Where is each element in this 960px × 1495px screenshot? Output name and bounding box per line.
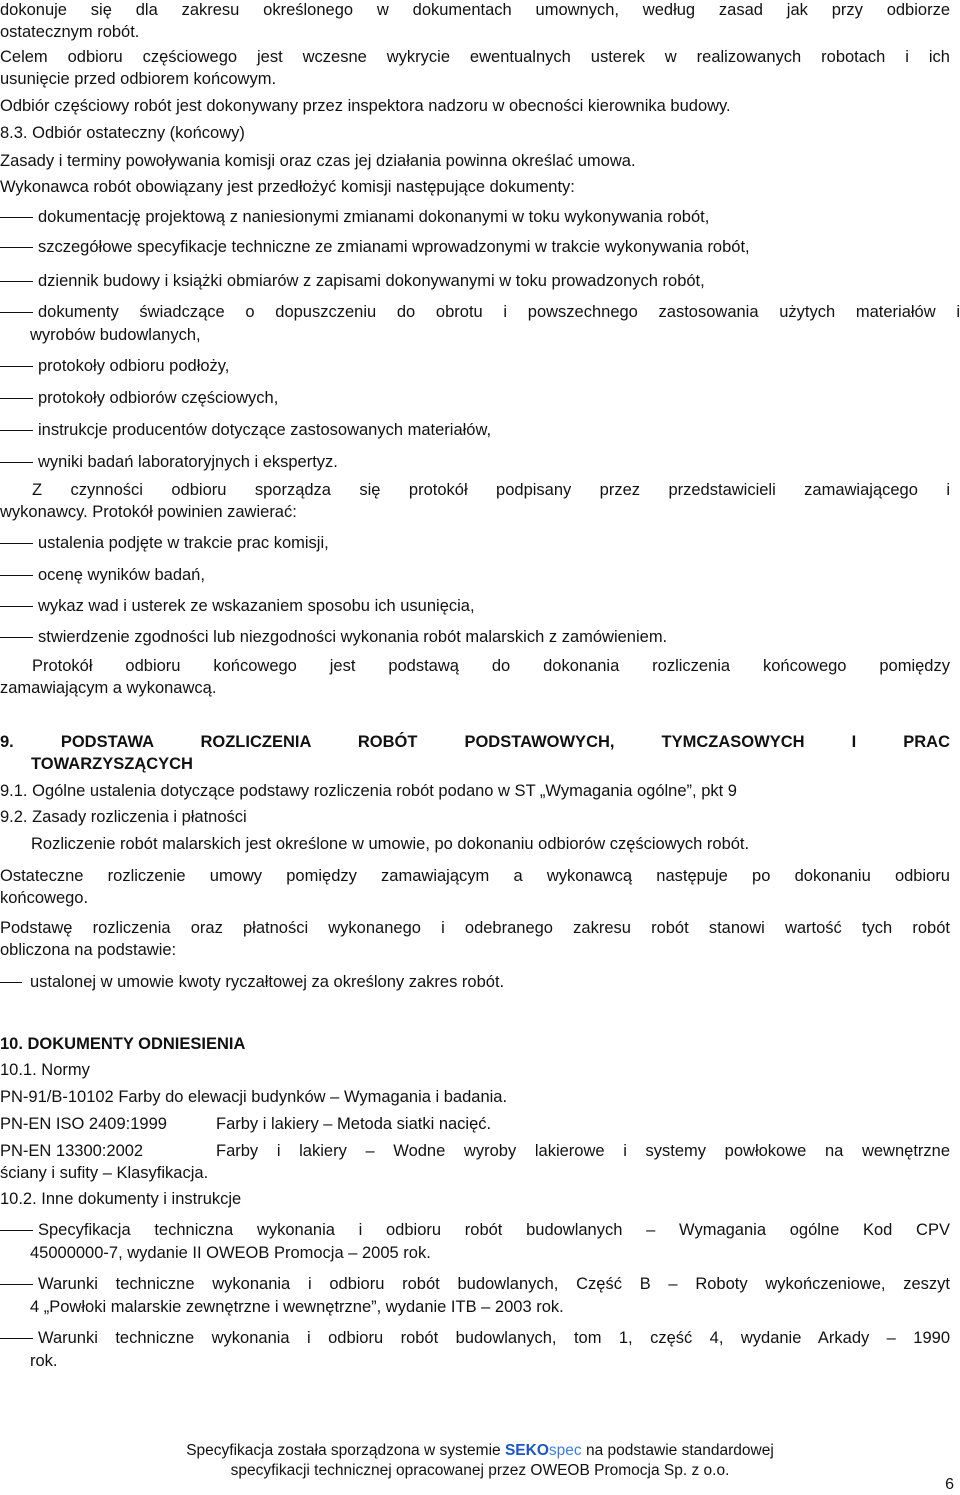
- intro-line: usunięcie przed odbiorem końcowym.: [0, 70, 277, 88]
- paragraph: Z czynności odbioru sporządza się protokół podpisany przez przedstawicieli zamawiającego i: [32, 481, 950, 499]
- norm-entry: PN-EN 13300:2002 Farby i lakiery – Wodne wyroby lakierowe i systemy powłokowe na wewnętrzne: [0, 1142, 950, 1160]
- dash-bullet: [0, 430, 33, 431]
- dash-bullet: [0, 982, 22, 983]
- dash-bullet: [0, 1230, 33, 1231]
- subsection-heading: 10.1. Normy: [0, 1061, 90, 1079]
- list-item-continuation: 4 „Powłoki malarskie zewnętrzne i wewnętrzne”, wydanie ITB – 2003 rok.: [30, 1298, 564, 1316]
- paragraph: Wykonawca robót obowiązany jest przedłożyć komisji następujące dokumenty:: [0, 178, 575, 196]
- paragraph: wykonawcy. Protokół powinien zawierać:: [0, 503, 297, 521]
- dash-bullet: [0, 637, 33, 638]
- page-number: 6: [945, 1476, 954, 1493]
- paragraph: Zasady i terminy powoływania komisji oraz czas jej działania powinna określać umowa.: [0, 152, 636, 170]
- list-item: wyniki badań laboratoryjnych i ekspertyz.: [0, 452, 960, 472]
- paragraph: Rozliczenie robót malarskich jest określone w umowie, po dokonaniu odbiorów częściowych robót.: [31, 835, 750, 853]
- list-item: dokumentację projektową z naniesionymi zmianami dokonanymi w toku wykonywania robót,: [0, 207, 960, 227]
- list-item: ustalonej w umowie kwoty ryczałtowej za określony zakres robót.: [0, 972, 960, 992]
- list-item: dziennik budowy i książki obmiarów z zapisami dokonywanymi w toku prowadzonych robót,: [0, 271, 960, 291]
- intro-line: Celem odbioru częściowego jest wczesne wykrycie ewentualnych usterek w realizowanych robotach i ich: [0, 48, 950, 66]
- section-heading-10: 10. DOKUMENTY ODNIESIENIA: [0, 1035, 246, 1053]
- list-item: instrukcje producentów dotyczące zastosowanych materiałów,: [0, 420, 960, 440]
- dash-bullet: [0, 1338, 33, 1339]
- paragraph: zamawiającym a wykonawcą.: [0, 679, 217, 697]
- dash-bullet: [0, 281, 33, 282]
- dash-bullet: [0, 312, 33, 313]
- dash-bullet: [0, 366, 33, 367]
- list-item: wykaz wad i usterek ze wskazaniem sposobu ich usunięcia,: [0, 596, 960, 616]
- list-item: protokoły odbioru podłoży,: [0, 356, 960, 376]
- dash-bullet: [0, 606, 33, 607]
- footer-line: specyfikacji technicznej opracowanej przez OWEOB Promocja Sp. z o.o.: [230, 1462, 730, 1479]
- paragraph: Protokół odbioru końcowego jest podstawą do dokonania rozliczenia końcowego pomiędzy: [32, 657, 950, 675]
- norm-entry-continuation: ściany i sufity – Klasyfikacja.: [0, 1164, 209, 1182]
- dash-bullet: [0, 543, 33, 544]
- dash-bullet: [0, 462, 33, 463]
- list-item: ustalenia podjęte w trakcie prac komisji,: [0, 533, 960, 553]
- dash-bullet: [0, 398, 33, 399]
- list-item-continuation: wyrobów budowlanych,: [30, 326, 201, 344]
- paragraph: Podstawę rozliczenia oraz płatności wykonanego i odebranego zakresu robót stanowi wartość tych robót: [0, 919, 950, 937]
- list-item: stwierdzenie zgodności lub niezgodności wykonania robót malarskich z zamówieniem.: [0, 627, 960, 647]
- norm-entry: PN-EN ISO 2409:1999 Farby i lakiery – Metoda siatki nacięć.: [0, 1115, 492, 1133]
- list-item: dokumenty świadczące o dopuszczeniu do obrotu i powszechnego zastosowania użytych materiałów i: [0, 302, 960, 322]
- footer-line: Specyfikacja została sporządzona w systemie SEKOspec na podstawie standardowej: [186, 1442, 774, 1459]
- list-item: Warunki techniczne wykonania i odbioru robót budowlanych, tom 1, część 4, wydanie Arkady – 1990: [0, 1328, 960, 1348]
- sekospec-logo: SEKOspec: [504, 1442, 582, 1459]
- intro-line: ostatecznym robót.: [0, 23, 140, 41]
- list-item: ocenę wyników badań,: [0, 565, 960, 585]
- subsection-heading: 9.2. Zasady rozliczenia i płatności: [0, 808, 247, 826]
- dash-bullet: [0, 247, 33, 248]
- paragraph: 9.1. Ogólne ustalenia dotyczące podstawy rozliczenia robót podano w ST „Wymagania ogólne”, pkt 9: [0, 782, 737, 800]
- section-heading-9-cont: TOWARZYSZĄCYCH: [31, 755, 193, 773]
- dash-bullet: [0, 575, 33, 576]
- intro-line: Odbiór częściowy robót jest dokonywany przez inspektora nadzoru w obecności kierownika budowy.: [0, 97, 731, 115]
- norm-entry: PN-91/B-10102 Farby do elewacji budynków – Wymagania i badania.: [0, 1088, 508, 1106]
- dash-bullet: [0, 217, 33, 218]
- subsection-heading: 10.2. Inne dokumenty i instrukcje: [0, 1190, 242, 1208]
- paragraph: końcowego.: [0, 889, 89, 907]
- section-heading-9: 9. PODSTAWA ROZLICZENIA ROBÓT PODSTAWOWYCH, TYMCZASOWYCH I PRAC: [0, 733, 950, 751]
- paragraph: obliczona na podstawie:: [0, 941, 177, 959]
- list-item-continuation: rok.: [30, 1352, 58, 1370]
- list-item: Specyfikacja techniczna wykonania i odbioru robót budowlanych – Wymagania ogólne Kod CPV: [0, 1220, 960, 1240]
- list-item: szczegółowe specyfikacje techniczne ze zmianami wprowadzonymi w trakcie wykonywania robót,: [0, 237, 960, 257]
- section-heading-8-3: 8.3. Odbiór ostateczny (końcowy): [0, 124, 245, 142]
- list-item: Warunki techniczne wykonania i odbioru robót budowlanych, Część B – Roboty wykończeniowe, zeszyt: [0, 1274, 960, 1294]
- dash-bullet: [0, 1284, 33, 1285]
- list-item: protokoły odbiorów częściowych,: [0, 388, 960, 408]
- intro-line: dokonuje się dla zakresu określonego w dokumentach umownych, według zasad jak przy odbiorze: [0, 1, 950, 19]
- paragraph: Ostateczne rozliczenie umowy pomiędzy zamawiającym a wykonawcą następuje po dokonaniu odbioru: [0, 867, 950, 885]
- list-item-continuation: 45000000-7, wydanie II OWEOB Promocja – 2005 rok.: [30, 1244, 431, 1262]
